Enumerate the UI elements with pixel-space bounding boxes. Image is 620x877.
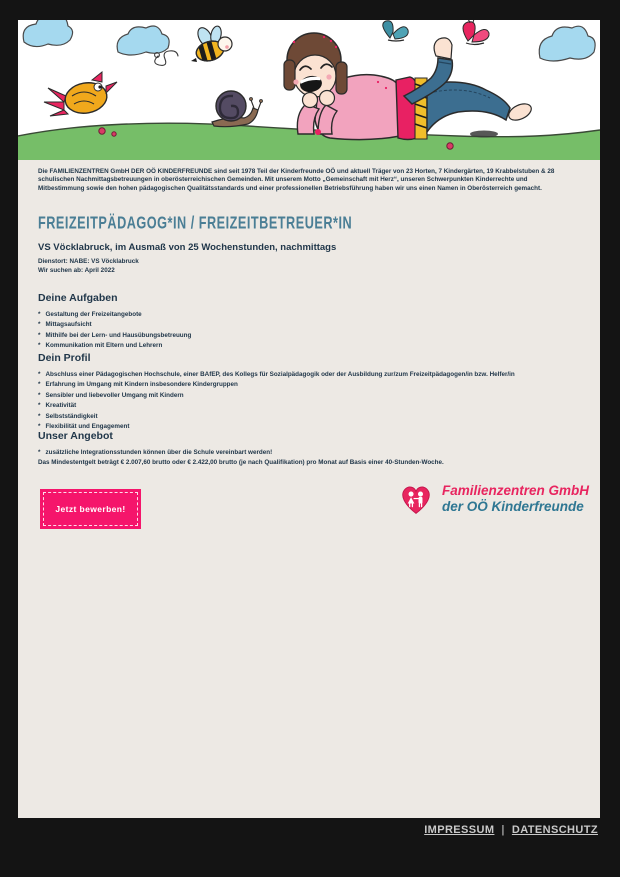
asterisk-bullet-icon: * (38, 342, 41, 350)
section-heading: Deine Aufgaben (38, 292, 118, 304)
list-item: * Kommunikation mit Eltern und Lehrern (38, 342, 163, 350)
header-illustration (18, 20, 600, 160)
list-item: * Gestaltung der Freizeitangebote (38, 311, 142, 318)
job-title-wrap (38, 215, 574, 233)
asterisk-bullet-icon: * (38, 412, 41, 420)
bullet-list (38, 371, 574, 431)
job-start-date: Wir suchen ab: April 2022 (38, 267, 115, 275)
section-aufgaben (38, 292, 574, 353)
section-profil (38, 352, 574, 434)
section-heading: Unser Angebot (38, 430, 113, 442)
salary-note: Das Mindestentgelt beträgt € 2.007,60 brutto oder € 2.422,00 brutto (je nach Qualifikation) pro Monat auf Basis einer 40-Stunden-Woche. (38, 459, 444, 467)
heart-logo-icon (398, 482, 434, 516)
intro-paragraph: Die FAMILIENZENTREN GmbH DER OÖ KINDERFREUNDE sind seit 1978 Teil der Kinderfreunde OÖ und aktuell Träger von 23 Horten, 7 Kindergärten, 19 Krabbelstuben & 28 schulischen Nachmittagsbetreuungen in oberösterreichischen Gemeinden. Mit unserem Motto „Gemeinschaft mit Herz“, unseren Schwerpunkten Kinderrechte und Mitbestimmung sowie den hohen pädagogischen Qualitätsstandards und einer professionellen Betriebsführung haben wir uns einen Namen in Oberösterreich gemacht. (38, 168, 555, 192)
job-subtitle: VS Vöcklabruck, im Ausmaß von 25 Wochenstunden, nachmittags (38, 242, 337, 253)
asterisk-bullet-icon: * (38, 311, 41, 318)
apply-button[interactable]: Jetzt bewerben! (40, 489, 141, 529)
job-ad-card (18, 20, 600, 818)
asterisk-bullet-icon: * (38, 402, 41, 410)
list-item: * Kreativität (38, 402, 77, 410)
datenschutz-link[interactable]: DATENSCHUTZ (511, 824, 598, 836)
bullet-list (38, 449, 574, 457)
job-meta (38, 257, 574, 276)
list-item: * Mithilfe bei der Lern- und Hausübungsbetreuung (38, 331, 192, 339)
job-title: FREIZEITPÄDAGOG*IN / FREIZEITBETREUER*IN (38, 213, 353, 233)
asterisk-bullet-icon: * (38, 371, 41, 378)
list-item: * zusätzliche Integrationsstunden können über die Schule vereinbart werden! (38, 449, 273, 456)
list-item: * Erfahrung im Umgang mit Kindern insbesondere Kindergruppen (38, 381, 238, 389)
asterisk-bullet-icon: * (38, 381, 41, 389)
asterisk-bullet-icon: * (38, 391, 41, 399)
company-logo (398, 482, 589, 516)
list-item: * Abschluss einer Pädagogischen Hochschule, einer BAfEP, des Kollegs für Sozialpädagogik oder der Ausbildung zur/zum Freizeitpädagogen/in bzw. Helfer/in (38, 371, 515, 378)
asterisk-bullet-icon: * (38, 449, 41, 456)
section-angebot (38, 430, 574, 468)
logo-line1: Familienzentren GmbH (442, 483, 590, 498)
list-item: * Sensibler und liebevoller Umgang mit Kindern (38, 391, 184, 399)
list-item: * Mittagsaufsicht (38, 321, 92, 329)
header-illustration-svg (18, 20, 600, 160)
asterisk-bullet-icon: * (38, 331, 41, 339)
asterisk-bullet-icon: * (38, 321, 41, 329)
list-item: * Selbstständigkeit (38, 412, 98, 420)
flower-icon (447, 143, 453, 149)
impressum-link[interactable]: IMPRESSUM (424, 824, 495, 836)
logo-line2: der OÖ Kinderfreunde (442, 499, 584, 514)
footer-separator: | (501, 824, 505, 836)
bullet-list (38, 311, 574, 350)
footer (424, 824, 598, 836)
section-heading: Dein Profil (38, 352, 91, 364)
list-item: * Flexibilität und Engagement (38, 423, 130, 431)
job-location: Dienstort: NABE: VS Vöcklabruck (38, 258, 139, 265)
asterisk-bullet-icon: * (38, 423, 41, 431)
